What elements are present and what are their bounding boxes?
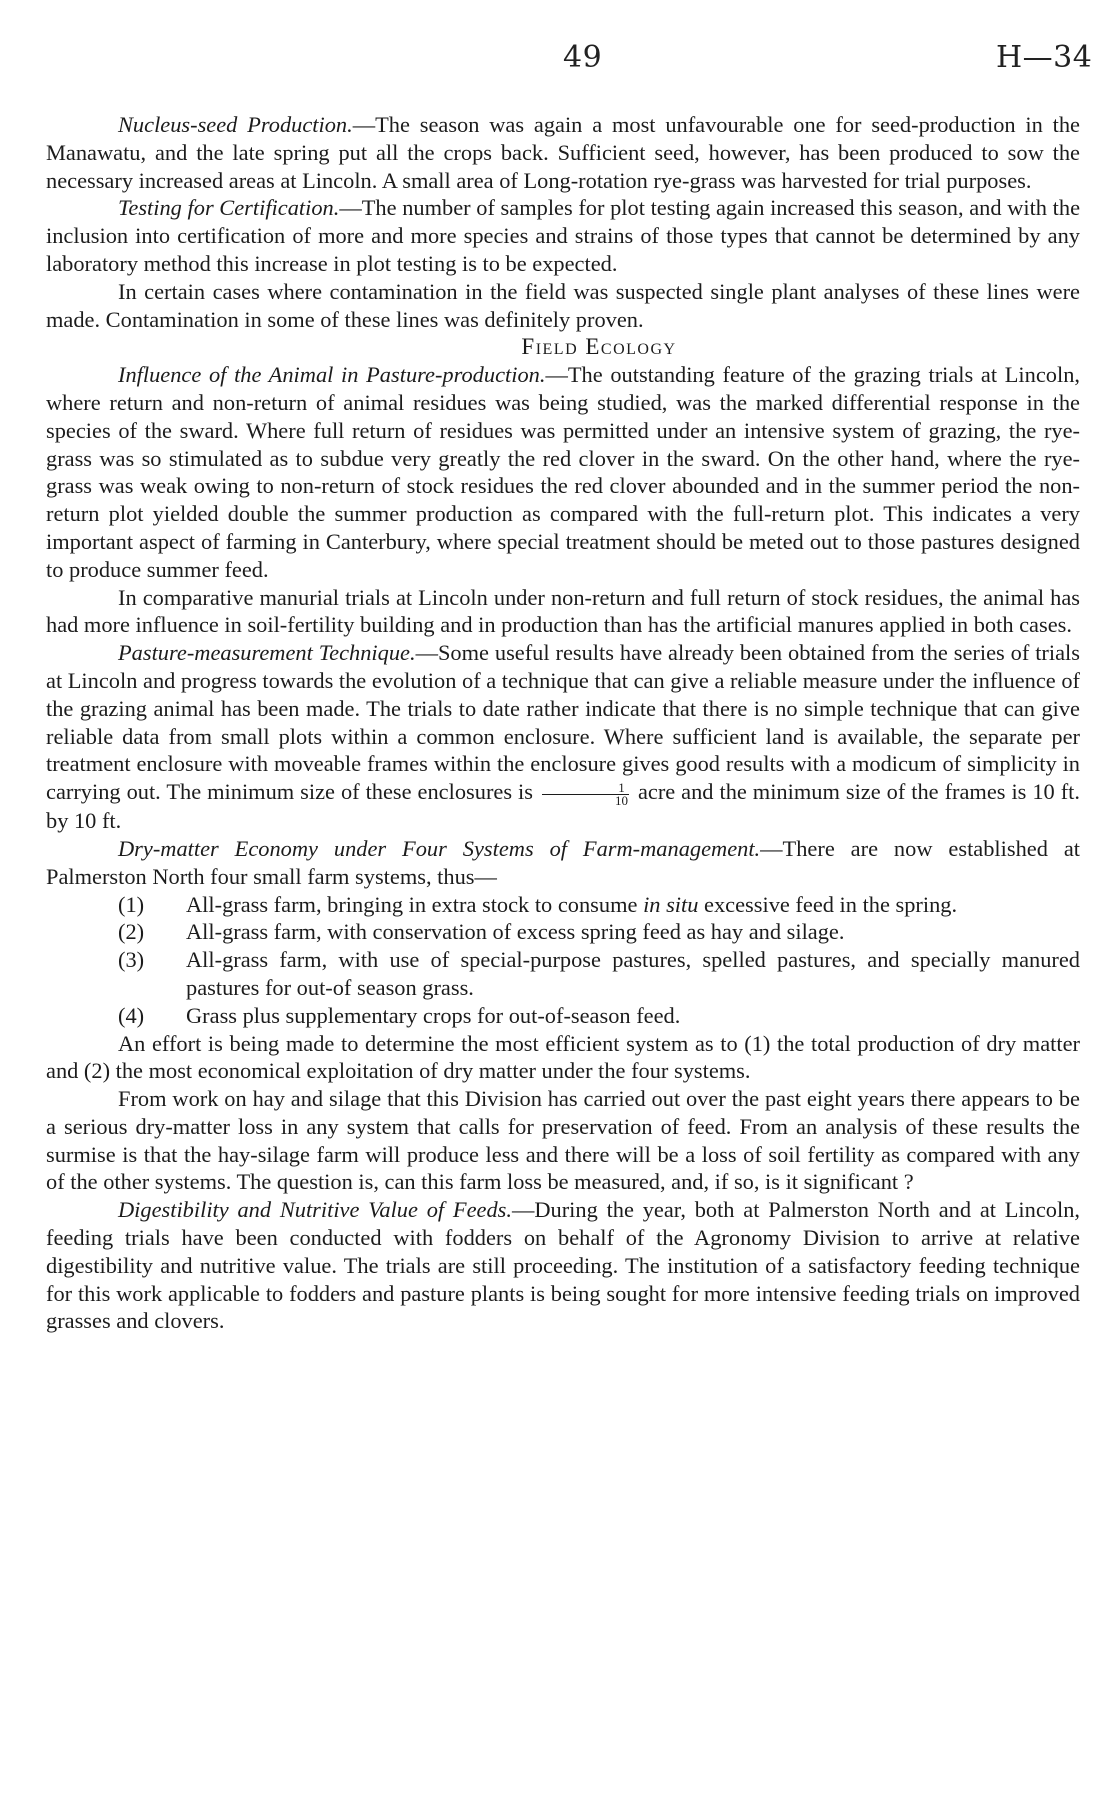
paragraph-hay-silage bbox=[46, 1085, 1080, 1196]
paragraph-text: —The season was again a most unfavourable one for seed-production in the Manawatu, and the late spring put all the crops back. Sufficient seed, however, has been produced to sow the necessary increased areas at Lincoln. A small area of Long-rotation rye-grass was harvested for trial purposes. bbox=[46, 112, 1080, 193]
paragraph-text: In certain cases where contamination in the field was suspected single plant analyses of these lines were made. Contamination in some of these lines was definitely proven. bbox=[46, 278, 1080, 332]
list-text: All-grass farm, with use of special-purpose pastures, spelled pastures, and specially manured pastures for out-of season grass. bbox=[186, 947, 1080, 1000]
body-text bbox=[46, 111, 1080, 1335]
list-item bbox=[46, 891, 1080, 919]
paragraph-text: —The outstanding feature of the grazing trials at Lincoln, where return and non-return of animal residues was being studied, was the marked differential response in the species of the sward. Where full return of residues was permitted under an intensive system of grazing, the rye-grass was so stimulated as to subdue very greatly the red clover in the sward. On the other hand, where the rye-grass was weak owing to non-return of stock residues the red clover abounded and in the summer period the non-return plot yielded double the summer production as compared with the full-return plot. This indicates a very important aspect of farming in Canterbury, where special treatment should be meted out to those pastures designed to produce summer feed. bbox=[46, 362, 1080, 582]
fraction-numerator: 1 bbox=[542, 782, 629, 795]
list-number: (4) bbox=[118, 1002, 145, 1028]
paragraph-text: —During the year, both at Palmerston North and at Lincoln, feeding trials have been conducted with fodders on behalf of the Agronomy Division to arrive at relative digestibility and nutritive value. The trials are still proceeding. The institution of a satisfactory feeding technique for this work applicable to fodders and pasture plants is being sought for more intensive feeding trials on improved grasses and clovers. bbox=[46, 1197, 1080, 1334]
paragraph-text: From work on hay and silage that this Division has carried out over the past eight years there appears to be a serious dry-matter loss in any system that calls for preservation of feed. From an analysis of these results the surmise is that the hay-silage farm will produce less and there will be a loss of soil fertility as compared with any of the other systems. The question is, can this farm loss be measured, and, if so, is it significant ? bbox=[46, 1086, 1080, 1195]
paragraph-pasture-measurement bbox=[46, 639, 1080, 835]
paragraph-dry-matter-economy bbox=[46, 835, 1080, 891]
paragraph-influence-animal bbox=[46, 361, 1080, 583]
list-number: (2) bbox=[118, 919, 145, 945]
paragraph-heading: Dry-matter Economy under Four Systems of Farm-management. bbox=[118, 835, 761, 861]
paragraph-manurial-trials bbox=[46, 584, 1080, 640]
paragraph-effort bbox=[46, 1030, 1080, 1086]
list-text: excessive feed in the spring. bbox=[704, 891, 958, 917]
paragraph-heading: Pasture-measurement Technique. bbox=[118, 640, 416, 666]
list-number: (3) bbox=[118, 947, 145, 973]
list-number: (1) bbox=[118, 891, 145, 917]
paragraph-text: —Some useful results have already been obtained from the series of trials at Lincoln and progress towards the evolution of a technique that can give a reliable measure under the influence of the grazing animal has been made. The trials to date rather indicate that there is no simple technique that can give reliable data from small plots within a common enclosure. Where sufficient land is available, the separate per treatment enclosure with moveable frames within the enclosure gives good results with a modicum of simplicity in carrying out. The minimum size of these enclosures is bbox=[46, 640, 1080, 805]
paragraph-text: acre and the minimum size of the frames is 10 ft. by 10 ft. bbox=[46, 779, 1081, 834]
section-title: Field Ecology bbox=[521, 334, 677, 360]
list-text: All-grass farm, bringing in extra stock to consume bbox=[186, 891, 638, 917]
paragraph-heading: Testing for Certification. bbox=[118, 195, 340, 221]
page-number: 49 bbox=[563, 40, 603, 75]
list-item bbox=[46, 946, 1080, 1002]
paragraph-text: —The number of samples for plot testing again increased this season, and with the inclusion into certification of more and more species and strains of those types that cannot be determined by any laboratory method this increase in plot testing is to be expected. bbox=[46, 195, 1081, 276]
paragraph-contamination bbox=[46, 278, 1080, 334]
list-item bbox=[46, 1002, 1080, 1030]
paragraph-testing-certification bbox=[46, 194, 1080, 277]
paragraph-text: —There are now established at Palmerston North four small farm systems, thus— bbox=[46, 835, 1080, 889]
paragraph-nucleus-seed bbox=[46, 111, 1080, 194]
paragraph-digestibility bbox=[46, 1196, 1080, 1335]
paragraph-text: In comparative manurial trials at Lincoln under non-return and full return of stock residues, the animal has had more influence in soil-fertility building and in production than has the artificial manures applied in both cases. bbox=[46, 584, 1080, 638]
paragraph-text: An effort is being made to determine the most efficient system as to (1) the total production of dry matter and (2) the most economical exploitation of dry matter under the four systems. bbox=[46, 1030, 1080, 1084]
paragraph-heading: Digestibility and Nutritive Value of Feeds. bbox=[118, 1197, 512, 1223]
list-emphasis: in situ bbox=[643, 891, 699, 917]
paragraph-heading: Influence of the Animal in Pasture-production. bbox=[118, 362, 546, 388]
farm-systems-list bbox=[46, 891, 1080, 1030]
list-item bbox=[46, 918, 1080, 946]
fraction-denominator: 10 bbox=[614, 793, 628, 809]
list-text: Grass plus supplementary crops for out-of-season feed. bbox=[186, 1002, 681, 1028]
document-code: H—34 bbox=[996, 40, 1093, 75]
fraction bbox=[542, 782, 629, 807]
list-text: All-grass farm, with conservation of excess spring feed as hay and silage. bbox=[186, 919, 845, 945]
paragraph-heading: Nucleus-seed Production. bbox=[118, 112, 353, 137]
